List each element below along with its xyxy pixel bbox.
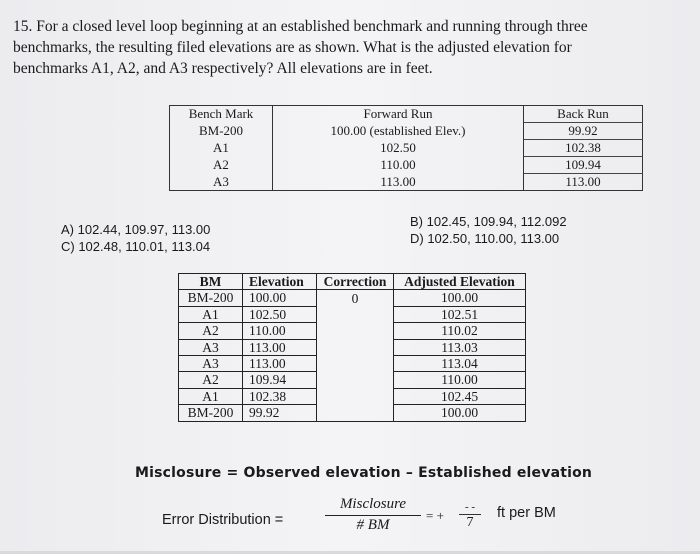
header-back-run: Back Run	[524, 106, 643, 123]
result-numerator: - -	[459, 503, 481, 515]
table-header-row	[170, 106, 643, 123]
cell-correction	[317, 339, 394, 355]
table-row	[170, 174, 643, 191]
cell-adjusted: 113.03	[394, 339, 526, 355]
cell-bm: A3	[179, 356, 243, 372]
cell-correction	[317, 356, 394, 372]
cell-elevation: 113.00	[243, 339, 317, 355]
choice-a[interactable]: A) 102.44, 109.97, 113.00	[61, 222, 211, 237]
cell-bm: A3	[179, 339, 243, 355]
table-row	[179, 339, 526, 355]
cell-back: 102.38	[524, 140, 643, 157]
cell-forward: 100.00 (established Elev.)	[273, 123, 524, 140]
question-line-3: benchmarks A1, A2, and A3 respectively? All elevations are in feet.	[13, 60, 433, 77]
cell-correction: 0	[317, 290, 394, 306]
cell-elevation: 109.94	[243, 372, 317, 388]
cell-adjusted: 113.04	[394, 356, 526, 372]
table-row	[179, 356, 526, 372]
cell-correction	[317, 372, 394, 388]
cell-bm: BM-200	[170, 123, 273, 140]
cell-forward: 110.00	[273, 157, 524, 174]
header-bench-mark: Bench Mark	[170, 106, 273, 123]
equals-plus: = +	[426, 508, 444, 523]
table-row	[179, 290, 526, 306]
answer-choices-right	[410, 213, 567, 247]
cell-bm: A3	[170, 174, 273, 191]
table-row	[179, 405, 526, 421]
cell-correction	[317, 306, 394, 322]
table-row	[170, 157, 643, 174]
cell-back: 109.94	[524, 157, 643, 174]
table-row	[179, 388, 526, 404]
result-denominator: 7	[466, 515, 474, 530]
unit-label: ft per BM	[497, 505, 556, 521]
cell-correction	[317, 323, 394, 339]
cell-correction	[317, 405, 394, 421]
cell-adjusted: 102.51	[394, 306, 526, 322]
cell-bm: A2	[179, 323, 243, 339]
answer-choices-left	[61, 221, 210, 255]
fraction-numerator: Misclosure	[325, 496, 421, 516]
question-line-2: benchmarks, the resulting filed elevations are as shown. What is the adjusted elevation for	[13, 39, 572, 56]
table-row	[179, 372, 526, 388]
cell-back: 99.92	[524, 123, 643, 140]
choice-d[interactable]: D) 102.50, 110.00, 113.00	[410, 231, 560, 246]
cell-elevation: 100.00	[243, 290, 317, 306]
cell-adjusted: 102.45	[394, 388, 526, 404]
cell-bm: BM-200	[179, 290, 243, 306]
header-adjusted-elevation: Adjusted Elevation	[394, 274, 526, 290]
misclosure-fraction	[325, 496, 421, 534]
cell-forward: 113.00	[273, 174, 524, 191]
cell-bm: A2	[170, 157, 273, 174]
cell-adjusted: 110.00	[394, 372, 526, 388]
cell-elevation: 102.50	[243, 306, 317, 322]
cell-elevation: 102.38	[243, 388, 317, 404]
error-distribution-label: Error Distribution =	[162, 512, 284, 528]
table-row	[179, 323, 526, 339]
cell-bm: A1	[179, 306, 243, 322]
cell-forward: 102.50	[273, 140, 524, 157]
question-line-1: 15. For a closed level loop beginning at an established benchmark and running through three	[13, 18, 588, 35]
fraction-denominator: # BM	[356, 517, 390, 533]
choice-b[interactable]: B) 102.45, 109.94, 112.092	[410, 214, 567, 229]
table-row	[179, 306, 526, 322]
header-forward-run: Forward Run	[273, 106, 524, 123]
given-elevations-table	[169, 105, 643, 191]
cell-bm: BM-200	[179, 405, 243, 421]
cell-correction	[317, 388, 394, 404]
header-bm: BM	[179, 274, 243, 290]
choice-c[interactable]: C) 102.48, 110.01, 113.04	[61, 239, 211, 254]
question-text	[13, 16, 653, 79]
header-elevation: Elevation	[243, 274, 317, 290]
result-fraction	[459, 503, 481, 531]
cell-adjusted: 100.00	[394, 290, 526, 306]
cell-elevation: 110.00	[243, 323, 317, 339]
table-row	[170, 123, 643, 140]
misclosure-formula: Misclosure = Observed elevation – Established elevation	[135, 465, 593, 481]
header-correction: Correction	[317, 274, 394, 290]
cell-elevation: 113.00	[243, 356, 317, 372]
table-row	[170, 140, 643, 157]
cell-bm: A1	[170, 140, 273, 157]
cell-back: 113.00	[524, 174, 643, 191]
adjustment-table	[178, 273, 526, 422]
cell-elevation: 99.92	[243, 405, 317, 421]
cell-bm: A2	[179, 372, 243, 388]
cell-adjusted: 110.02	[394, 323, 526, 339]
cell-adjusted: 100.00	[394, 405, 526, 421]
table-header-row	[179, 274, 526, 290]
cell-bm: A1	[179, 388, 243, 404]
